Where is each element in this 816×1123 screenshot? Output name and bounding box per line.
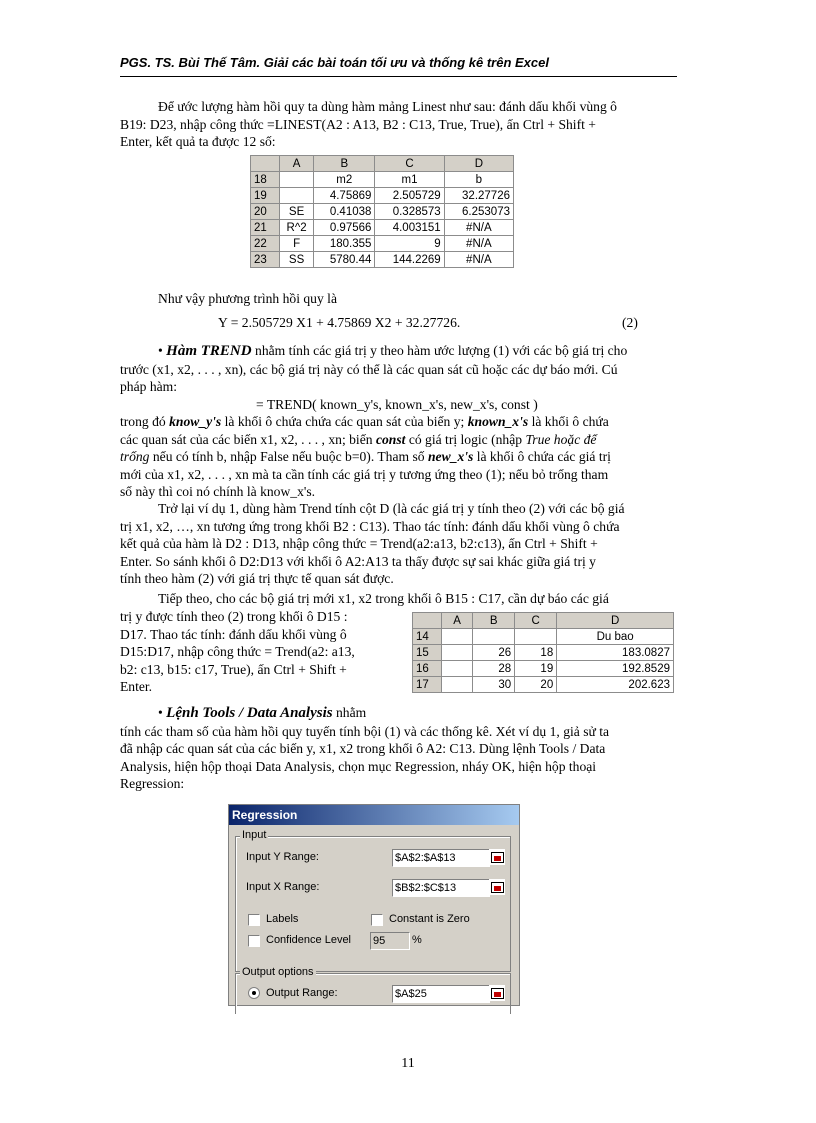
cell bbox=[442, 645, 473, 661]
cell bbox=[473, 629, 515, 645]
forecast-line: Tiếp theo, cho các bộ giá trị mới x1, x2 trong khối ô B15 : C17, cần dự báo các giá bbox=[158, 591, 609, 606]
input-x-label: Input X Range: bbox=[246, 881, 320, 893]
row-header: 17 bbox=[413, 677, 442, 693]
cell: 20 bbox=[515, 677, 557, 693]
collapse-dialog-button[interactable] bbox=[489, 879, 505, 895]
cell: 4.003151 bbox=[375, 220, 444, 236]
example-line: kết quả của hàm là D2 : D13, nhập công thức = Trend(a2:a13, b2:c13), ấn Ctrl + Shift + bbox=[120, 536, 598, 551]
confidence-label: Confidence Level bbox=[266, 934, 352, 946]
row-header: 21 bbox=[251, 220, 280, 236]
text: là khối ô chứa bbox=[531, 414, 609, 429]
trend-desc-line bbox=[120, 448, 677, 466]
cell: 18 bbox=[515, 645, 557, 661]
row-header: 19 bbox=[251, 188, 280, 204]
cell: 0.328573 bbox=[375, 204, 444, 220]
range-select-arrow-icon bbox=[494, 992, 501, 997]
col-header-d: D bbox=[557, 613, 674, 629]
equation-intro: Như vậy phương trình hồi quy là bbox=[158, 291, 337, 306]
collapse-dialog-button[interactable] bbox=[489, 849, 505, 865]
regression-equation: Y = 2.505729 X1 + 4.75869 X2 + 32.27726. bbox=[218, 315, 461, 330]
cell: m2 bbox=[314, 172, 375, 188]
example-line: Trở lại ví dụ 1, dùng hàm Trend tính cột D (là các giá trị y tính theo (2) với các bộ giá bbox=[158, 501, 625, 516]
table-row bbox=[413, 677, 674, 693]
output-range-label: Output Range: bbox=[266, 987, 338, 999]
col-header-a: A bbox=[442, 613, 473, 629]
trend-desc-line bbox=[120, 431, 677, 449]
col-header-d: D bbox=[444, 156, 513, 172]
table-row bbox=[251, 252, 514, 268]
tools-line: Regression: bbox=[120, 776, 185, 791]
output-range-field[interactable]: $A$25 bbox=[392, 985, 490, 1003]
collapse-dialog-button[interactable] bbox=[489, 985, 505, 1001]
cell bbox=[442, 677, 473, 693]
confidence-checkbox[interactable] bbox=[248, 935, 260, 947]
equation-number: (2) bbox=[622, 315, 638, 330]
tools-paragraph bbox=[120, 704, 677, 793]
intro-paragraph bbox=[120, 98, 677, 151]
cell: 5780.44 bbox=[314, 252, 375, 268]
row-header: 14 bbox=[413, 629, 442, 645]
example-line: trị x1, x2, …, xn tương ứng trong khối B2 : C13). Thao tác tính: đánh dấu khối vùng ô chứa bbox=[120, 518, 620, 534]
header-rule bbox=[120, 76, 677, 77]
intro-line: Để ước lượng hàm hồi quy ta dùng hàm mảng Linest như sau: đánh dấu khối vùng ô bbox=[158, 99, 617, 114]
input-y-label: Input Y Range: bbox=[246, 851, 319, 863]
input-group bbox=[235, 829, 511, 972]
col-header-c: C bbox=[375, 156, 444, 172]
labels-checkbox[interactable] bbox=[248, 914, 260, 926]
row-header: 22 bbox=[251, 236, 280, 252]
forecast-line: Enter. bbox=[120, 679, 153, 694]
percent-label: % bbox=[412, 934, 422, 946]
col-header-b: B bbox=[314, 156, 375, 172]
forecast-line: trị y được tính theo (2) trong khối ô D15 : bbox=[120, 609, 348, 624]
trend-line: mới của x1, x2, . . . , xn mà ta cần tính các giá trị y tương ứng theo (1); nếu bỏ trống tham bbox=[120, 466, 609, 482]
term-known-x: known_x's bbox=[467, 414, 529, 429]
row-header: 20 bbox=[251, 204, 280, 220]
cell: SE bbox=[280, 204, 314, 220]
bullet: • bbox=[158, 705, 163, 720]
table-row bbox=[251, 204, 514, 220]
intro-line: B19: D23, nhập công thức =LINEST(A2 : A13, B2 : C13, True, True), ấn Ctrl + Shift + bbox=[120, 116, 596, 132]
constant-zero-checkbox[interactable] bbox=[371, 914, 383, 926]
page-number: 11 bbox=[401, 1056, 415, 1071]
row-header: 18 bbox=[251, 172, 280, 188]
output-options-group bbox=[235, 966, 511, 1014]
text-italic: trống bbox=[120, 449, 150, 464]
cell: Du bao bbox=[557, 629, 674, 645]
input-group-label: Input bbox=[242, 829, 267, 841]
trend-line: số này thì coi nó chính là know_x's. bbox=[120, 484, 316, 499]
forecast-paragraph bbox=[120, 608, 402, 696]
tools-line: tính các tham số của hàm hồi quy tuyến tính bội (1) và các thống kê. Xét ví dụ 1, giả sử ta bbox=[120, 723, 610, 739]
row-header: 23 bbox=[251, 252, 280, 268]
tools-title: Lệnh Tools / Data Analysis bbox=[166, 705, 333, 721]
cell: 26 bbox=[473, 645, 515, 661]
cell bbox=[515, 629, 557, 645]
text-italic: True hoặc để bbox=[525, 431, 597, 447]
linest-result-table bbox=[250, 155, 514, 268]
cell: 6.253073 bbox=[444, 204, 513, 220]
trend-title-line bbox=[120, 342, 677, 361]
table-row bbox=[251, 220, 514, 236]
cell: 28 bbox=[473, 661, 515, 677]
output-options-label: Output options bbox=[242, 966, 314, 978]
dialog-title: Regression bbox=[229, 805, 519, 825]
example-paragraph bbox=[120, 500, 677, 588]
output-range-radio[interactable] bbox=[248, 987, 260, 999]
col-header-c: C bbox=[515, 613, 557, 629]
corner-cell bbox=[251, 156, 280, 172]
table-row bbox=[413, 629, 674, 645]
cell: 30 bbox=[473, 677, 515, 693]
bullet: • bbox=[158, 343, 163, 358]
table-row bbox=[251, 172, 514, 188]
cell: 0.97566 bbox=[314, 220, 375, 236]
intro-line: Enter, kết quả ta được 12 số: bbox=[120, 134, 276, 149]
cell: 192.8529 bbox=[557, 661, 674, 677]
confidence-level-field[interactable]: 95 bbox=[370, 932, 410, 950]
example-line: tính theo hàm (2) với giá trị thực tế quan sát được. bbox=[120, 571, 394, 586]
trend-line: trước (x1, x2, . . . , xn), các bộ giá trị này có thể là các quan sát cũ hoặc các dự báo mới. Cú bbox=[120, 361, 618, 377]
col-header-a: A bbox=[280, 156, 314, 172]
text: có giá trị logic (nhập bbox=[408, 431, 523, 447]
labels-label: Labels bbox=[266, 913, 299, 925]
cell bbox=[442, 661, 473, 677]
row-header: 16 bbox=[413, 661, 442, 677]
trend-syntax: = TREND( known_y's, known_x's, new_x's, const ) bbox=[256, 396, 538, 412]
term-know-y: know_y's bbox=[169, 414, 222, 429]
cell: b bbox=[444, 172, 513, 188]
running-header: PGS. TS. Bùi Thế Tâm. Giải các bài toán tối ưu và thống kê trên Excel bbox=[120, 55, 549, 70]
tools-title-line bbox=[120, 704, 677, 723]
input-y-field[interactable]: $A$2:$A$13 bbox=[392, 849, 490, 867]
cell: F bbox=[280, 236, 314, 252]
cell: 19 bbox=[515, 661, 557, 677]
table-row bbox=[413, 661, 674, 677]
text: các quan sát của các biến x1, x2, . . . , xn; biến bbox=[120, 431, 373, 447]
cell: 0.41038 bbox=[314, 204, 375, 220]
cell bbox=[280, 172, 314, 188]
cell: m1 bbox=[375, 172, 444, 188]
text: trong đó bbox=[120, 414, 166, 429]
tools-line: đã nhập các quan sát của các biến y, x1, x2 trong khối ô A2: C13. Dùng lệnh Tools / Data bbox=[120, 741, 606, 756]
cell: 9 bbox=[375, 236, 444, 252]
forecast-line: b2: c13, b15: c17, True), ấn Ctrl + Shift + bbox=[120, 661, 347, 677]
table-row bbox=[251, 188, 514, 204]
trend-line: pháp hàm: bbox=[120, 379, 178, 394]
constant-zero-label: Constant is Zero bbox=[389, 913, 470, 925]
term-const: const bbox=[375, 431, 406, 447]
cell: 180.355 bbox=[314, 236, 375, 252]
cell: 32.27726 bbox=[444, 188, 513, 204]
corner-cell bbox=[413, 613, 442, 629]
trend-desc-line bbox=[120, 413, 677, 431]
range-select-arrow-icon bbox=[494, 886, 501, 891]
input-x-field[interactable]: $B$2:$C$13 bbox=[392, 879, 490, 897]
example-line: Enter. So sánh khối ô D2:D13 với khối ô A2:A13 ta thấy được sự sai khác giữa giá trị y bbox=[120, 553, 596, 569]
cell: #N/A bbox=[444, 220, 513, 236]
col-header-b: B bbox=[473, 613, 515, 629]
cell bbox=[280, 188, 314, 204]
trend-text: nhằm tính các giá trị y theo hàm ước lượng (1) với các bộ giá trị cho bbox=[255, 343, 628, 358]
regression-dialog bbox=[228, 804, 520, 1006]
range-select-arrow-icon bbox=[494, 856, 501, 861]
cell: SS bbox=[280, 252, 314, 268]
cell bbox=[442, 629, 473, 645]
cell: 4.75869 bbox=[314, 188, 375, 204]
cell: #N/A bbox=[444, 252, 513, 268]
tools-text: nhằm bbox=[336, 705, 367, 720]
trend-title: Hàm TREND bbox=[166, 343, 252, 359]
cell: 202.623 bbox=[557, 677, 674, 693]
forecast-table bbox=[412, 612, 674, 693]
forecast-line: D15:D17, nhập công thức = Trend(a2: a13, bbox=[120, 644, 355, 659]
table-row bbox=[251, 236, 514, 252]
text: nếu có tính b, nhập False nếu buộc b=0). Tham số bbox=[152, 449, 425, 464]
forecast-line: D17. Thao tác tính: đánh dấu khối vùng ô bbox=[120, 626, 347, 642]
tools-line: Analysis, hiện hộp thoại Data Analysis, chọn mục Regression, nháy OK, hiện hộp thoại bbox=[120, 758, 597, 774]
text: là khối ô chứa các giá trị bbox=[476, 449, 611, 464]
cell: R^2 bbox=[280, 220, 314, 236]
term-new-x: new_x's bbox=[427, 449, 474, 464]
cell: 2.505729 bbox=[375, 188, 444, 204]
trend-paragraph bbox=[120, 342, 677, 501]
cell: #N/A bbox=[444, 236, 513, 252]
row-header: 15 bbox=[413, 645, 442, 661]
cell: 183.0827 bbox=[557, 645, 674, 661]
text: là khối ô chứa chứa các quan sát của biến y; bbox=[224, 414, 465, 429]
table-row bbox=[413, 645, 674, 661]
cell: 144.2269 bbox=[375, 252, 444, 268]
